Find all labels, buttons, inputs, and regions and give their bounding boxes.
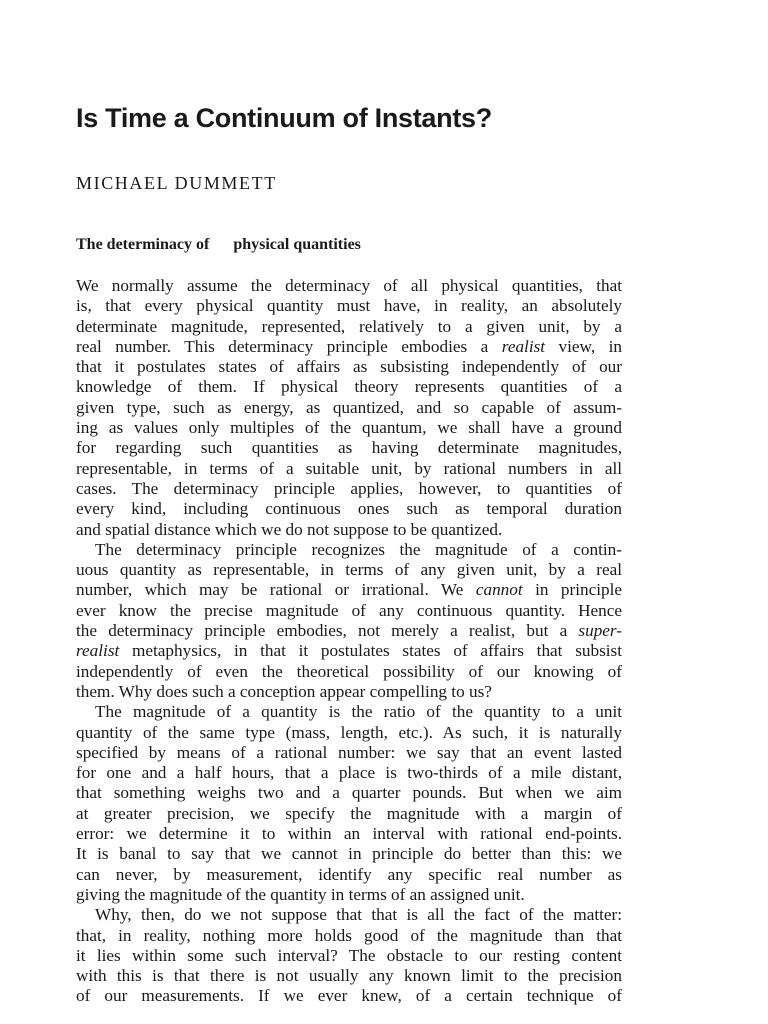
text-line: that something weighs two and a quarter pounds. But when we aim — [76, 783, 622, 803]
text-line: that it postulates states of affairs as subsisting independently of our — [76, 357, 622, 377]
section-heading-part2: physical quantities — [233, 236, 361, 253]
body-text — [76, 276, 622, 1007]
text-line: the determinacy principle embodies, not merely a realist, but a super- — [76, 621, 622, 641]
text-line: with this is that there is not usually any known limit to the precision — [76, 966, 622, 986]
text-line: independently of even the theoretical possibility of our knowing of — [76, 661, 622, 681]
text-line: cases. The determinacy principle applies, however, to quantities of — [76, 478, 622, 498]
text-line: determinate magnitude, represented, relatively to a given unit, by a — [76, 316, 622, 336]
section-heading — [76, 236, 361, 254]
text-line: giving the magnitude of the quantity in terms of an assigned unit. — [76, 884, 525, 904]
text-line: for regarding such quantities as having determinate magnitudes, — [76, 438, 622, 458]
text-line: is, that every physical quantity must have, in reality, an absolutely — [76, 296, 622, 316]
text-line: uous quantity as representable, in terms of any given unit, by a real — [76, 560, 622, 580]
text-line: of our measurements. If we ever knew, of a certain technique of — [76, 986, 622, 1006]
text-line: It is banal to say that we cannot in principle do better than this: we — [76, 844, 622, 864]
text-line: ing as values only multiples of the quantum, we shall have a ground — [76, 418, 622, 438]
text-line: can never, by measurement, identify any specific real number as — [76, 864, 622, 884]
text-line: knowledge of them. If physical theory represents quantities of a — [76, 377, 622, 397]
text-line: that, in reality, nothing more holds good of the magnitude than that — [76, 925, 622, 945]
section-heading-part1: The determinacy of — [76, 236, 210, 253]
text-line: every kind, including continuous ones such as temporal duration — [76, 499, 622, 519]
text-line: specified by means of a rational number: we say that an event lasted — [76, 742, 622, 762]
text-line: The magnitude of a quantity is the ratio of the quantity to a unit — [95, 702, 622, 722]
text-line: Why, then, do we not suppose that that is all the fact of the matter: — [95, 905, 622, 925]
text-line: number, which may be rational or irrational. We cannot in principle — [76, 580, 622, 600]
article-title: Is Time a Continuum of Instants? — [76, 103, 492, 133]
text-line: for one and a half hours, that a place is two-thirds of a mile distant, — [76, 763, 622, 783]
text-line: and spatial distance which we do not suppose to be quantized. — [76, 519, 503, 539]
text-line: error: we determine it to within an interval with rational end-points. — [76, 824, 622, 844]
text-line: realist metaphysics, in that it postulates states of affairs that subsist — [76, 641, 622, 661]
text-line: at greater precision, we specify the magnitude with a margin of — [76, 803, 622, 823]
text-line: representable, in terms of a suitable unit, by rational numbers in all — [76, 458, 622, 478]
text-line: quantity of the same type (mass, length, etc.). As such, it is naturally — [76, 722, 622, 742]
text-line: The determinacy principle recognizes the magnitude of a contin- — [95, 539, 622, 559]
text-line: We normally assume the determinacy of all physical quantities, that — [76, 276, 622, 295]
text-line: given type, such as energy, as quantized, and so capable of assum- — [76, 397, 622, 417]
text-line: them. Why does such a conception appear compelling to us? — [76, 681, 492, 701]
text-line: it lies within some such interval? The obstacle to our resting content — [76, 945, 622, 965]
text-line: ever know the precise magnitude of any continuous quantity. Hence — [76, 600, 622, 620]
text-line: real number. This determinacy principle embodies a realist view, in — [76, 336, 622, 356]
author-name: MICHAEL DUMMETT — [76, 173, 277, 193]
